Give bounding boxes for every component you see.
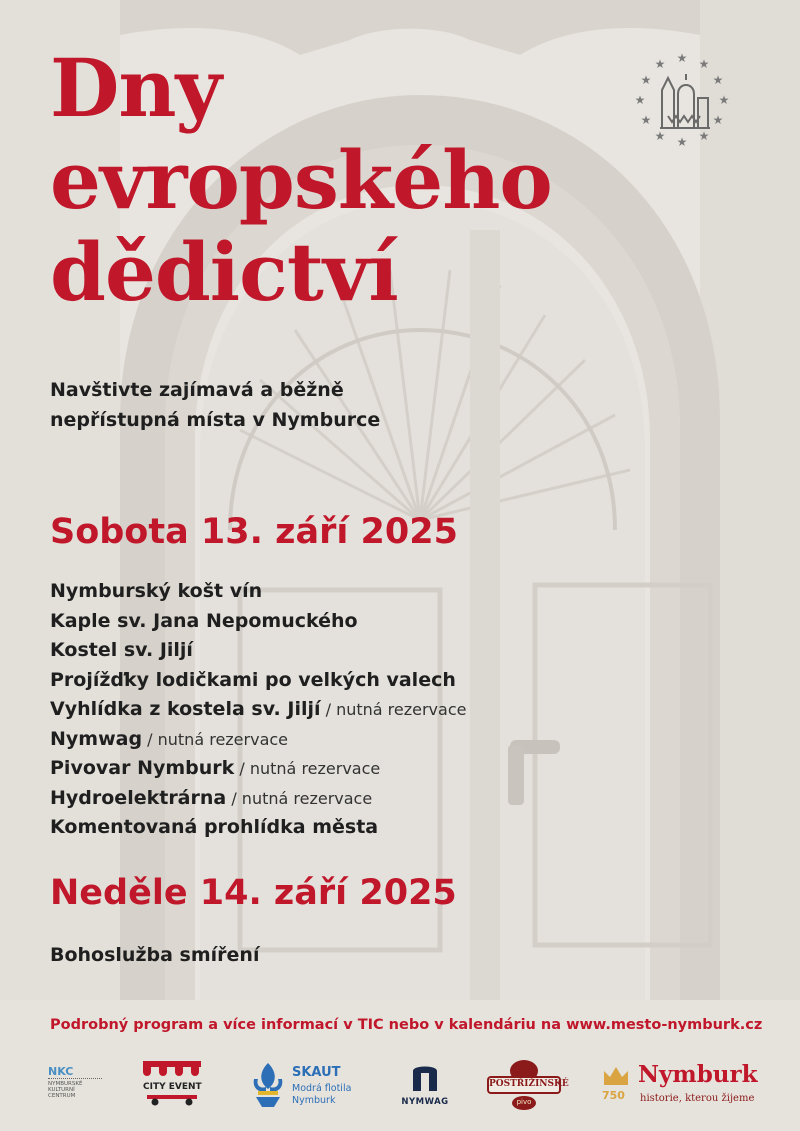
partner-logos	[0, 1055, 800, 1125]
event-name: Kostel sv. Jiljí	[50, 639, 193, 661]
saturday-event-list	[50, 577, 466, 843]
event-item	[50, 725, 466, 755]
event-name: Nymburský košt vín	[50, 580, 263, 602]
event-item	[50, 666, 466, 696]
event-item	[50, 636, 466, 666]
svg-text:★: ★	[634, 93, 646, 107]
postrizinske-logo	[484, 1059, 569, 1113]
event-name: Komentovaná prohlídka města	[50, 816, 379, 838]
poster-subtitle	[50, 375, 510, 435]
event-name: Vyhlídka z kostela sv. Jiljí	[50, 698, 321, 720]
city-event-label: CITY EVENT	[143, 1082, 202, 1092]
reservation-note: / nutná rezervace	[234, 759, 381, 778]
sunday-event-list	[50, 941, 259, 971]
event-name: Bohoslužba smíření	[50, 944, 260, 966]
program-info-text: Podrobný program a více informací v TIC nebo v kalendáriu na www.mesto-nymburk.cz	[50, 1017, 763, 1033]
market-stall-icon	[143, 1061, 201, 1079]
reservation-note: / nutná rezervace	[142, 729, 289, 749]
svg-text:★: ★	[676, 135, 688, 149]
nymwag-logo	[397, 1063, 453, 1113]
skaut-line-2: Nymburk	[292, 1095, 336, 1106]
subtitle-line-1: Navštivte zajímavá a běžně	[50, 379, 344, 401]
event-name: Hydroelektrárna	[50, 786, 227, 809]
event-item	[50, 577, 466, 607]
svg-text:★: ★	[654, 57, 666, 71]
nymburk-city-logo	[600, 1061, 775, 1113]
event-item	[50, 754, 466, 784]
nkc-abbr: NKC	[48, 1065, 102, 1079]
event-item	[50, 784, 466, 814]
nkc-line-1: NYMBURSKÉ	[48, 1081, 83, 1087]
reservation-note: / nutná rezervace	[226, 788, 373, 808]
svg-text:★: ★	[698, 57, 710, 71]
nymburk-name: Nymburk	[638, 1061, 758, 1088]
event-name: Projížďky lodičkami po velkých valech	[50, 668, 456, 691]
cart-wheels-icon	[143, 1094, 201, 1106]
heritage-emblem-logo	[632, 50, 732, 150]
svg-text:★: ★	[712, 73, 724, 87]
event-item	[50, 941, 259, 971]
event-name: Nymwag	[50, 727, 143, 750]
svg-text:★: ★	[640, 73, 652, 87]
title-line-3: dědictví	[50, 225, 398, 319]
nymwag-mark-icon	[397, 1063, 453, 1093]
nkc-line-2: KULTURNÍ	[48, 1087, 75, 1093]
city-event-logo	[143, 1061, 201, 1111]
skaut-line-1: Modrá flotila	[292, 1083, 352, 1094]
nkc-logo	[48, 1065, 108, 1099]
title-line-1: Dny	[50, 41, 222, 135]
svg-text:★: ★	[676, 51, 688, 65]
svg-text:★: ★	[654, 129, 666, 143]
nkc-line-3: CENTRUM	[48, 1093, 76, 1099]
saturday-heading: Sobota 13. září 2025	[50, 512, 458, 552]
title-line-2: evropského	[50, 133, 552, 227]
reservation-note: / nutná rezervace	[320, 700, 467, 719]
poster-title	[50, 42, 552, 318]
crown-icon	[602, 1065, 630, 1087]
skaut-logo	[250, 1061, 370, 1113]
nymburk-750-badge: 750	[602, 1089, 625, 1102]
postrizinske-sub: pivo	[516, 1098, 532, 1106]
event-name: Kaple sv. Jana Nepomuckého	[50, 609, 358, 632]
sunday-heading: Neděle 14. září 2025	[50, 873, 457, 913]
svg-text:★: ★	[640, 113, 652, 127]
skaut-name: SKAUT	[292, 1065, 341, 1080]
event-item	[50, 607, 466, 637]
event-item	[50, 695, 466, 725]
svg-text:★: ★	[698, 129, 710, 143]
nymburk-tagline: historie, kterou žijeme	[640, 1093, 755, 1104]
event-item	[50, 813, 466, 843]
nymwag-label: NYMWAG	[401, 1097, 449, 1107]
event-name: Pivovar Nymburk	[50, 757, 235, 779]
subtitle-line-2: nepřístupná místa v Nymburce	[50, 409, 381, 431]
svg-text:★: ★	[718, 93, 730, 107]
scout-lily-icon	[250, 1061, 286, 1109]
svg-text:★: ★	[712, 113, 724, 127]
postrizinske-name: POSTŘIŽINSKÉ	[489, 1079, 569, 1089]
